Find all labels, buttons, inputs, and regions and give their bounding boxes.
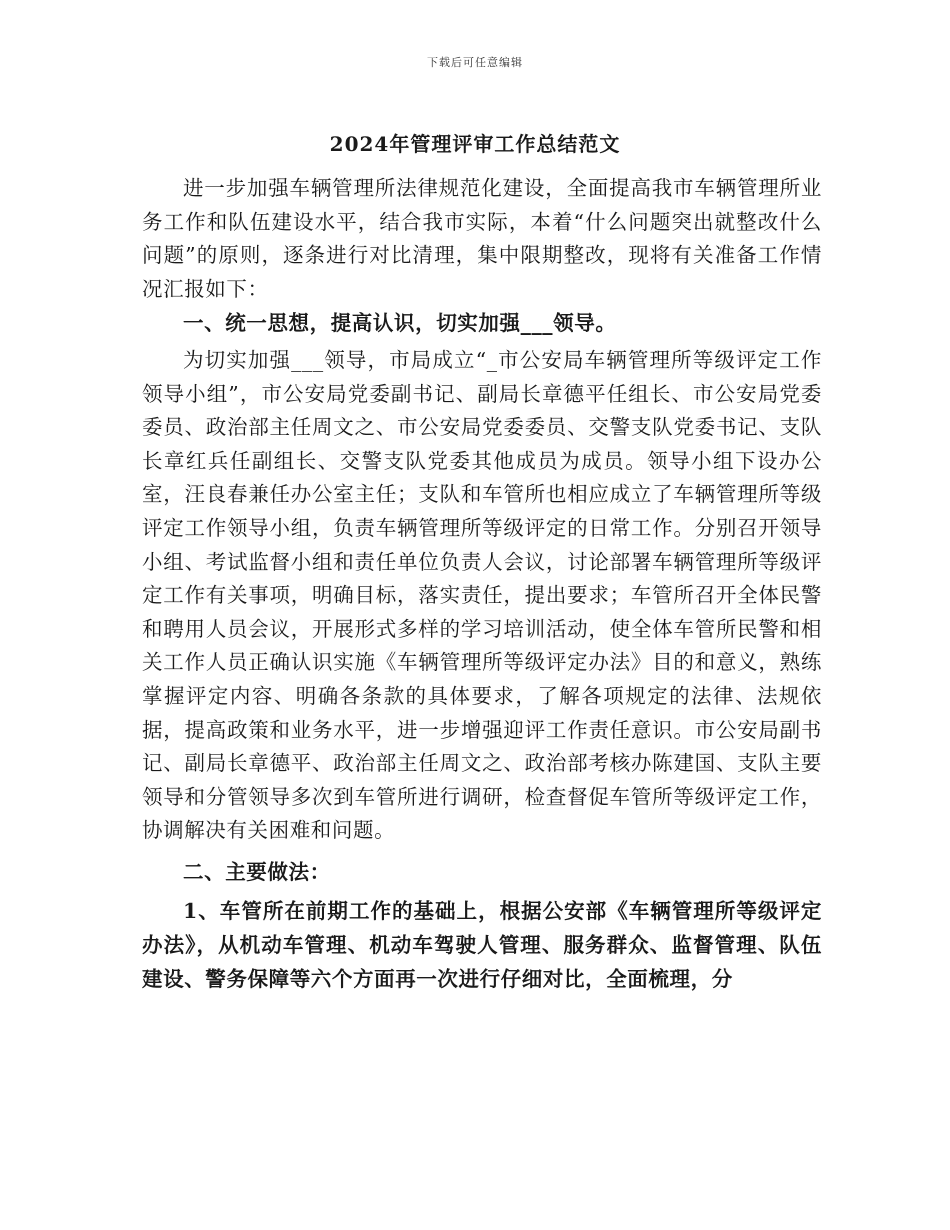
section-heading-2: 二、主要做法： bbox=[183, 859, 331, 884]
document-body bbox=[142, 172, 822, 996]
section-heading-1: 一、统一思想，提高认识，切实加强___领导。 bbox=[183, 311, 617, 336]
download-note: 下载后可任意编辑 bbox=[427, 56, 523, 69]
paragraph-leadership: 为切实加强___领导，市局成立“_市公安局车辆管理所等级评定工作领导小组”，市公安局党委副书记、副局长章德平任组长、市公安局党委委员、政治部主任周文之、市公安局党委委员、交警支队党委书记、支队长章红兵任副组长、交警支队党委其他成员为成员。领导小组下设办公室，汪良春兼任办公室主任；支队和车管所也相应成立了车辆管理所等级评定工作领导小组，负责车辆管理所等级评定的日常工作。分别召开领导小组、考试监督小组和责任单位负责人会议，讨论部署车辆管理所等级评定工作有关事项，明确目标，落实责任，提出要求；车管所召开全体民警和聘用人员会议，开展形式多样的学习培训活动，使全体车管所民警和相关工作人员正确认识实施《车辆管理所等级评定办法》目的和意义，熟练掌握评定内容、明确各条款的具体要求，了解各项规定的法律、法规依据，提高政策和业务水平，进一步增强迎评工作责任意识。市公安局副书记、副局长章德平、政治部主任周文之、政治部考核办陈建国、支队主要领导和分管领导多次到车管所进行调研，检查督促车管所等级评定工作，协调解决有关困难和问题。 bbox=[142, 347, 822, 843]
paragraph-method-1: 1、车管所在前期工作的基础上，根据公安部《车辆管理所等级评定办法》，从机动车管理、机动车驾驶人管理、服务群众、监督管理、队伍建设、警务保障等六个方面再一次进行仔细对比，全面梳理，分 bbox=[142, 899, 822, 991]
paragraph-intro: 进一步加强车辆管理所法律规范化建设，全面提高我市车辆管理所业务工作和队伍建设水平，结合我市实际，本着“什么问题突出就整改什么问题”的原则，逐条进行对比清理，集中限期整改，现将有关准备工作情况汇报如下： bbox=[142, 176, 822, 301]
document-title: 2024年管理评审工作总结范文 bbox=[329, 132, 621, 156]
